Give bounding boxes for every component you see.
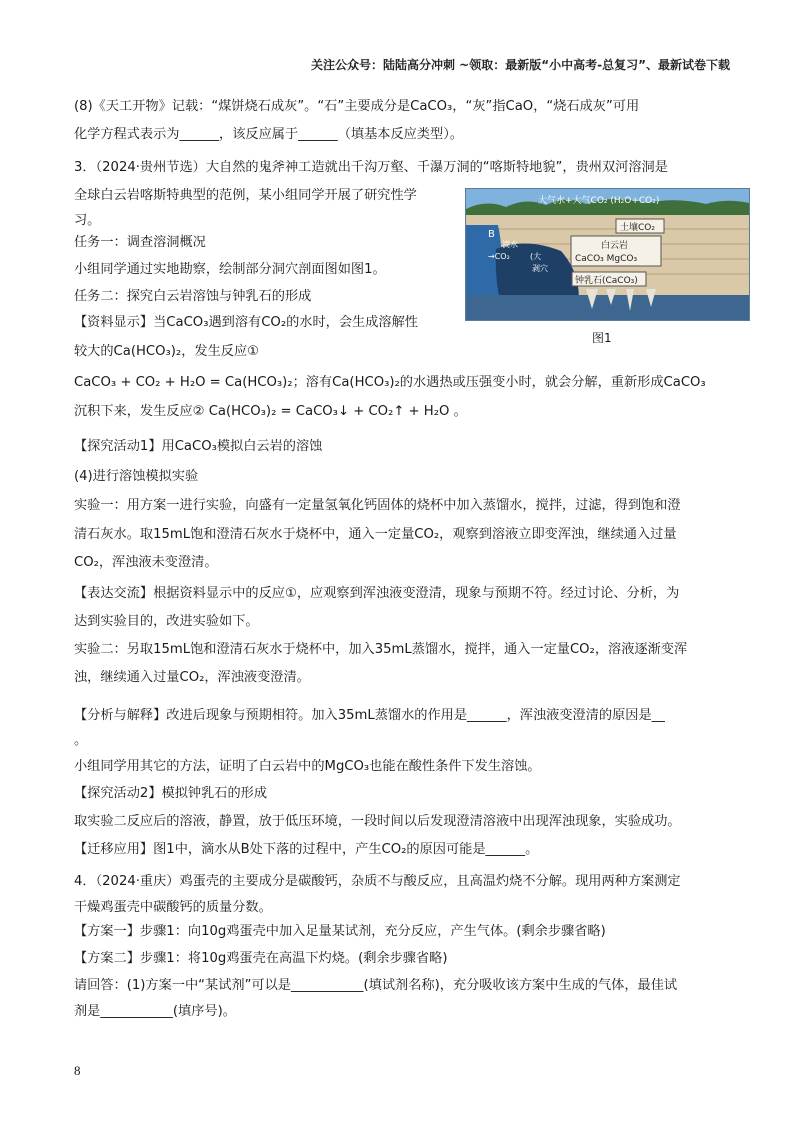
cave-diagram	[465, 188, 750, 321]
text-line: 干燥鸡蛋壳中碳酸钙的质量分数。	[74, 900, 272, 915]
text-line: 【方案一】步骤1：向10g鸡蛋壳中加入足量某试剂，充分反应，产生气体。(剩余步骤省略)	[74, 924, 606, 939]
text-line: 沉积下来，发生反应② Ca(HCO₃)₂ = CaCO₃↓ + CO₂↑ + H₂O 。	[74, 404, 467, 419]
text-line: 浊，继续通入过量CO₂，浑浊液变澄清。	[74, 670, 310, 685]
text-line: 习。	[74, 213, 101, 228]
text-line: (4)进行溶蚀模拟实验	[74, 469, 199, 484]
text-line: 化学方程式表示为______，该反应属于______（填基本反应类型）。	[74, 127, 464, 142]
text-line: 达到实验目的，改进实验如下。	[74, 614, 259, 629]
text-line: 清石灰水。取15mL饱和澄清石灰水于烧杯中，通入一定量CO₂，观察到溶液立即变浑浊，继续通入过量	[74, 527, 677, 542]
text-line: 小组同学用其它的方法，证明了白云岩中的MgCO₃也能在酸性条件下发生溶蚀。	[74, 759, 541, 774]
text-line: 剂是___________(填序号)。	[74, 1004, 236, 1019]
rock-minerals-label: CaCO₃ MgCO₃	[575, 254, 638, 264]
text-line: 【分析与解释】改进后现象与预期相符。加入35mL蒸馏水的作用是______，浑浊液变澄清的原因是__	[74, 708, 665, 723]
text-line: 取实验二反应后的溶液，静置，放于低压环境，一段时间以后发现澄清溶液中出现浑浊现象，实验成功。	[74, 814, 681, 829]
text-line: 【表达交流】根据资料显示中的反应①，应观察到浑浊液变澄清，现象与预期不符。经过讨论、分析，为	[74, 586, 680, 601]
text-line: CaCO₃ + CO₂ + H₂O = Ca(HCO₃)₂；溶有Ca(HCO₃)₂的水遇热或压强变小时，就会分解，重新形成CaCO₃	[74, 375, 706, 390]
text-line: 。	[74, 733, 88, 748]
page-number: 8	[74, 1063, 81, 1078]
text-line: 请回答：(1)方案一中“某试剂”可以是___________(填试剂名称)，充分吸收该方案中生成的气体，最佳试	[74, 978, 678, 993]
text-line: 【迁移应用】图1中，滴水从B处下落的过程中，产生CO₂的原因可能是______。	[74, 842, 539, 857]
rock-title-label: 白云岩	[601, 241, 629, 251]
text-line: 3．（2024·贵州节选）大自然的鬼斧神工造就出千沟万壑、千瀑万洞的“喀斯特地貌”，贵州双河溶洞是	[74, 160, 668, 175]
drip-co2-label: →CO₂	[488, 252, 510, 261]
text-line: 实验一：用方案一进行实验，向盛有一定量氢氧化钙固体的烧杯中加入蒸馏水，搅拌，过滤，得到饱和澄	[74, 498, 681, 513]
text-line: 任务二：探究白云岩溶蚀与钟乳石的形成	[74, 289, 312, 304]
text-line: 【方案二】步骤1：将10g鸡蛋壳在高温下灼烧。(剩余步骤省略)	[74, 951, 448, 966]
text-line: 【探究活动2】模拟钟乳石的形成	[74, 786, 268, 801]
text-line: CO₂，浑浊液未变澄清。	[74, 555, 218, 570]
text-line: 实验二：另取15mL饱和澄清石灰水于烧杯中，加入35mL蒸馏水，搅拌，通入一定量CO₂，溶液逐渐变浑	[74, 642, 688, 657]
text-line: 【资料显示】当CaCO₃遇到溶有CO₂的水时，会生成溶解性	[74, 315, 418, 330]
cave-diagram-svg	[466, 189, 749, 320]
text-line: 任务一：调查溶洞概况	[74, 235, 206, 250]
stalactite-label: 钟乳石(CaCO₃)	[575, 276, 638, 286]
figure-caption: 图1	[592, 331, 612, 345]
text-line: 4．（2024·重庆）鸡蛋壳的主要成分是碳酸钙，杂质不与酸反应，且高温灼烧不分解。现用两种方案测定	[74, 874, 681, 889]
text-line: 【探究活动1】用CaCO₃模拟白云岩的溶蚀	[74, 439, 323, 454]
cave-label-2: 剥穴	[532, 264, 548, 273]
drip-point-b: B	[488, 229, 495, 240]
air-label: 大气水+大气CO₂ (H₂O+CO₂)	[538, 196, 660, 206]
drip-water-label: 滴水	[502, 240, 518, 249]
text-line: 小组同学通过实地勘察，绘制部分洞穴剖面图如图1。	[74, 262, 386, 277]
cave-floor	[466, 295, 749, 320]
text-line: (8)《天工开物》记载：“煤饼烧石成灰”。“石”主要成分是CaCO₃，“灰”指CaO，“烧石成灰”可用	[74, 99, 640, 114]
page-header: 关注公众号：陆陆高分冲刺 ~领取：最新版“小中高考-总复习”、最新试卷下载	[311, 58, 730, 72]
text-line: 较大的Ca(HCO₃)₂，发生反应①	[74, 344, 259, 359]
cave-label: (大	[530, 252, 542, 261]
text-line: 全球白云岩喀斯特典型的范例，某小组同学开展了研究性学	[74, 188, 417, 203]
soil-label: 土壤CO₂	[620, 223, 655, 233]
